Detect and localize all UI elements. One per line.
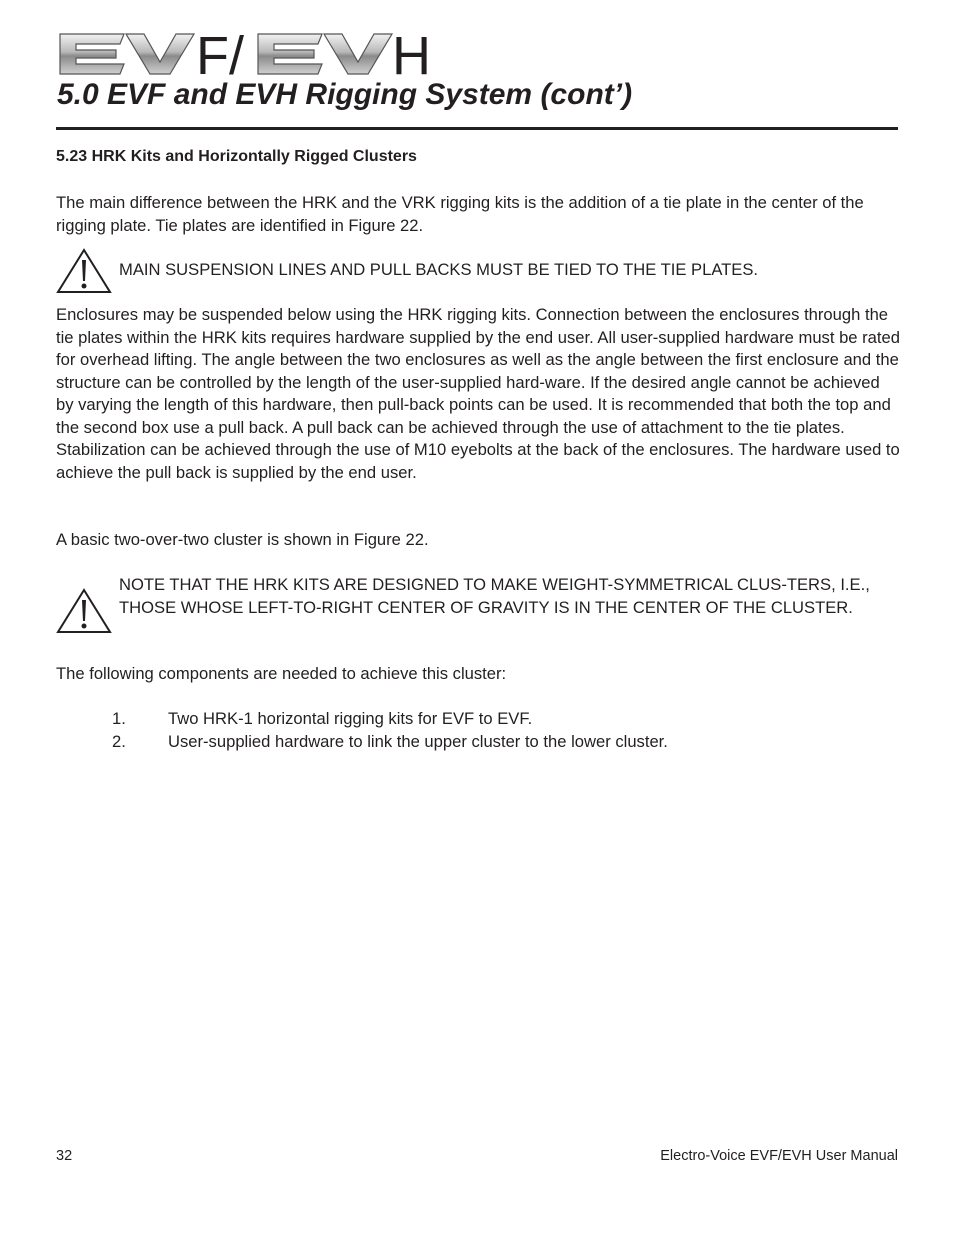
paragraph-intro: The main difference between the HRK and the VRK rigging kits is the addition of a tie plate in the center of the rigging plate. Tie plates are identified in Figure 22. — [56, 193, 864, 235]
logo-letter-v-2 — [324, 34, 392, 74]
logo-suffix-2: H — [392, 30, 431, 78]
page-number: 32 — [56, 1148, 73, 1164]
warning-triangle-icon — [56, 588, 112, 639]
warning-triangle-icon — [56, 248, 112, 299]
paragraph-components: The following components are needed to achieve this cluster: — [56, 664, 507, 683]
logo-suffix-1: F/ — [196, 30, 244, 78]
logo-letter-v-1 — [126, 34, 194, 74]
list-item-text: Two HRK-1 horizontal rigging kits for EVF to EVF. — [168, 709, 533, 728]
list-item-number: 2. — [112, 732, 126, 751]
list-item-number: 1. — [112, 709, 126, 728]
paragraph-enclosures: Enclosures may be suspended below using the HRK rigging kits. Connection between the enclosures through the tie plates within the HRK kits requires hardware supplied by the end user. All user-supplied hardware must be rated for overhead lifting. The angle between the two enclosures as well as the angle between the first enclosure and the structure can be controlled by the length of the user-supplied hard-ware. If the desired angle cannot be achieved by varying the length of this hardware, then pull-back points can be used. It is recommended that both the top and the second box use a pull back. A pull back can be achieved through the use of attachment to the tie plates. Stabilization can be achieved through the use of M10 eyebolts at the back of the enclosures. The hardware used to achieve the pull back is supplied by the end user. — [56, 305, 900, 482]
header-rule — [56, 127, 898, 130]
evf-evh-logo-graphic — [58, 30, 458, 78]
page-title: 5.0 EVF and EVH Rigging System (cont’) — [57, 78, 633, 111]
section-heading: 5.23 HRK Kits and Horizontally Rigged Clusters — [56, 148, 417, 165]
manual-name: Electro-Voice EVF/EVH User Manual — [660, 1148, 898, 1164]
brand-logo — [58, 30, 458, 78]
paragraph-cluster-figure: A basic two-over-two cluster is shown in Figure 22. — [56, 530, 429, 549]
logo-letter-e-1 — [60, 34, 124, 74]
list-item-text: User-supplied hardware to link the upper cluster to the lower cluster. — [168, 732, 668, 751]
warning-tie-plates: MAIN SUSPENSION LINES AND PULL BACKS MUST BE TIED TO THE TIE PLATES. — [119, 260, 759, 279]
warning-weight-symmetrical: NOTE THAT THE HRK KITS ARE DESIGNED TO MAKE WEIGHT-SYMMETRICAL CLUS-TERS, I.E., THOSE WHOSE LEFT-TO-RIGHT CENTER OF GRAVITY IS IN THE CENTER OF THE CLUSTER. — [119, 575, 870, 617]
logo-letter-e-2 — [258, 34, 322, 74]
